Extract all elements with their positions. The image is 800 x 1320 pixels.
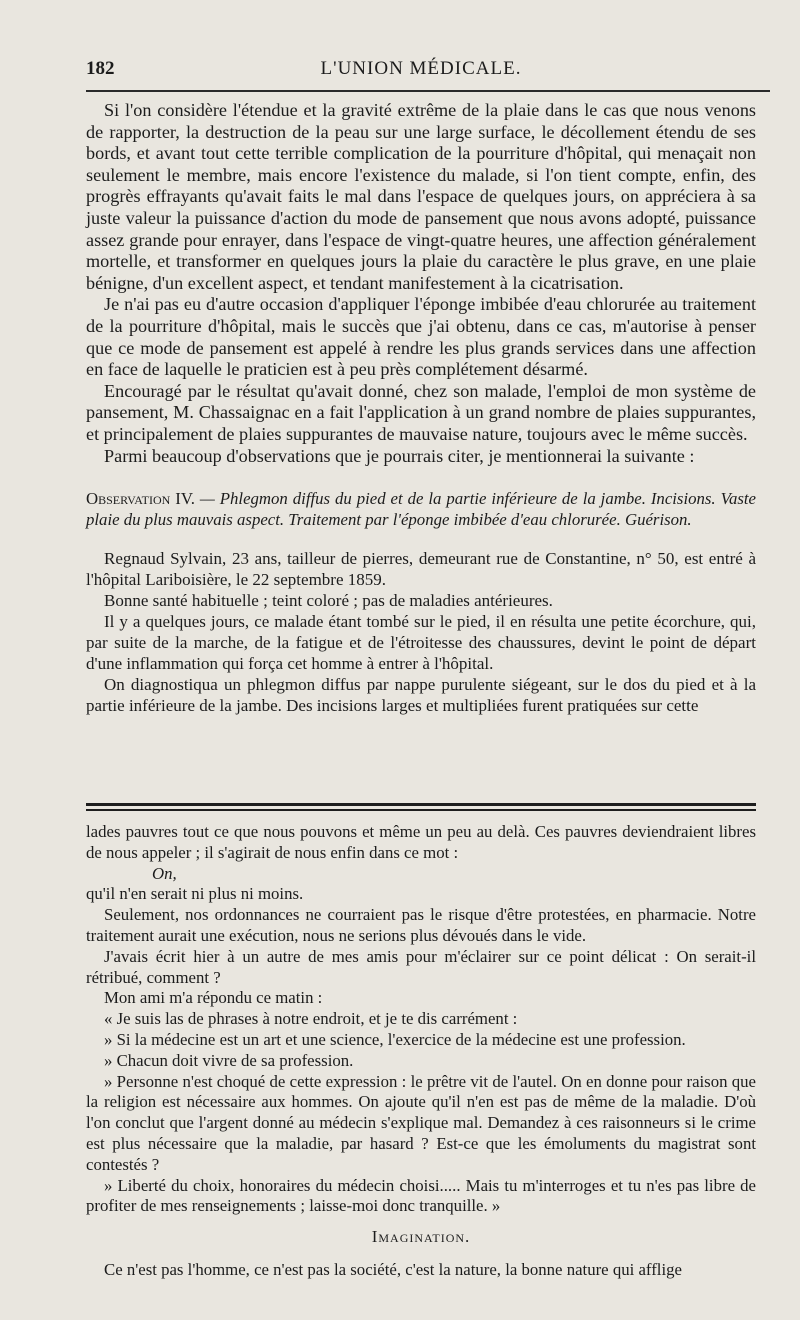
paragraph: lades pauvres tout ce que nous pouvons et même un peu au delà. Ces pauvres deviendraient libres de nous appeler ; il s'agirait de nous enfin dans ce mot : <box>86 822 756 862</box>
paragraph: J'avais écrit hier à un autre de mes amis pour m'éclairer sur ce point délicat : On serait-il rétribué, comment ? <box>86 946 756 987</box>
feuilleton-lower <box>86 822 756 1281</box>
on-word: On, <box>152 863 177 883</box>
case-report <box>86 548 756 716</box>
quoted-letter <box>86 1009 756 1217</box>
paragraph: Parmi beaucoup d'observations que je pourrais citer, je mentionnerai la suivante : <box>104 445 695 466</box>
quote-line: » Chacun doit vivre de sa profession. <box>104 1050 354 1070</box>
feuilleton-divider <box>86 803 756 812</box>
quote-line: « Je suis las de phrases à notre endroit, et je te dis carrément : <box>104 1009 518 1029</box>
observation-title: — Phlegmon diffus du pied et de la partie inférieure de la jambe. Incisions. Vaste plaie du plus mauvais aspect. Traitement par l'éponge imbibée d'eau chlorurée. Guérison. <box>86 489 756 529</box>
paragraph: Si l'on considère l'étendue et la gravité extrême de la plaie dans le cas que nous venons de rapporter, la destruction de la peau sur une large surface, le décollement étendu de ses bords, et avant tout cette terrible complication de la pourriture d'hôpital, qui menaçait non seulement le membre, mais encore l'existence du malade, si l'on tient compte, enfin, des progrès effrayants qu'avait faits le mal dans l'espace de quelques jours, on appréciera à sa juste valeur la puissance d'action du mode de pansement que nous avons adopté, puissance assez grande pour enrayer, dans l'espace de vingt-quatre heures, une affection généralement mortelle, et transformer en quelques jours la plaie du caractère le plus grave, en une plaie bénigne, d'un excellent aspect, et tendant manifestement à la cicatrisation. <box>86 100 756 293</box>
header-rule <box>86 90 770 92</box>
case-paragraph: Regnaud Sylvain, 23 ans, tailleur de pierres, demeurant rue de Constantine, n° 50, est entré à l'hôpital Lariboisière, le 22 septembre 1859. <box>86 549 756 590</box>
quote-line: » Liberté du choix, honoraires du médecin choisi..... Mais tu m'interroges et tu n'es pas libre de profiter de mes renseignements ; laisse-moi donc tranquille. » <box>86 1175 756 1216</box>
case-paragraph: On diagnostiqua un phlegmon diffus par nappe purulente siégeant, sur le dos du pied et à la partie inférieure de la jambe. Des incisions larges et multipliées furent pratiquées sur cette <box>86 675 756 716</box>
case-paragraph: Bonne santé habituelle ; teint coloré ; pas de maladies antérieures. <box>104 591 553 611</box>
quote-line: » Si la médecine est un art et une science, l'exercice de la médecine est une profession. <box>104 1029 686 1049</box>
observation-label: Observation IV. <box>86 489 195 509</box>
section-title: Imagination. <box>371 1227 471 1247</box>
paragraph: Encouragé par le résultat qu'avait donné, chez son malade, l'emploi de mon système de pansement, M. Chassaignac en a fait l'application à un grand nombre de plaies suppurantes, et principalement de plaies suppurantes de mauvaise nature, toujours avec le même succès. <box>86 380 756 444</box>
paragraph: Mon ami m'a répondu ce matin : <box>104 988 323 1008</box>
feuilleton-upper <box>86 100 756 716</box>
quote-line: » Personne n'est choqué de cette expression : le prêtre vit de l'autel. On en donne pour raison que la religion est nécessaire aux hommes. On ajoute qu'il n'en est pas de même de la maladie. D'où l'on conclut que l'argent donné au médecin s'explique mal. Demandez à ces raisonneurs si le crime est plus nécessaire que la maladie, par hasard ? Est-ce que les émoluments du magistrat sont contestés ? <box>86 1071 756 1174</box>
page-header <box>86 58 756 86</box>
page-number: 182 <box>86 58 115 79</box>
case-paragraph: Il y a quelques jours, ce malade étant tombé sur le pied, il en résulta une petite écorchure, qui, par suite de la marche, de la fatigue et de l'étroitesse des chaussures, devint le point de départ d'une inflammation qui força cet homme à entrer à l'hôpital. <box>86 612 756 674</box>
paragraph: Ce n'est pas l'homme, ce n'est pas la société, c'est la nature, la bonne nature qui afflige <box>104 1259 682 1279</box>
paragraph: Je n'ai pas eu d'autre occasion d'appliquer l'éponge imbibée d'eau chlorurée au traitement de la pourriture d'hôpital, mais le succès que j'ai obtenu, dans ce cas, m'autorise à penser que ce mode de pansement est appelé à rendre les plus grands services dans une affection en face de laquelle le praticien est à peu près complétement désarmé. <box>86 294 756 380</box>
observation-heading <box>86 489 756 530</box>
paragraph: Seulement, nos ordonnances ne courraient pas le risque d'être protestées, en pharmacie. Notre traitement aurait une exécution, nous ne serions plus dévoués dans le vide. <box>86 905 756 945</box>
paragraph: qu'il n'en serait ni plus ni moins. <box>86 884 304 904</box>
running-title: L'UNION MÉDICALE. <box>320 58 522 79</box>
